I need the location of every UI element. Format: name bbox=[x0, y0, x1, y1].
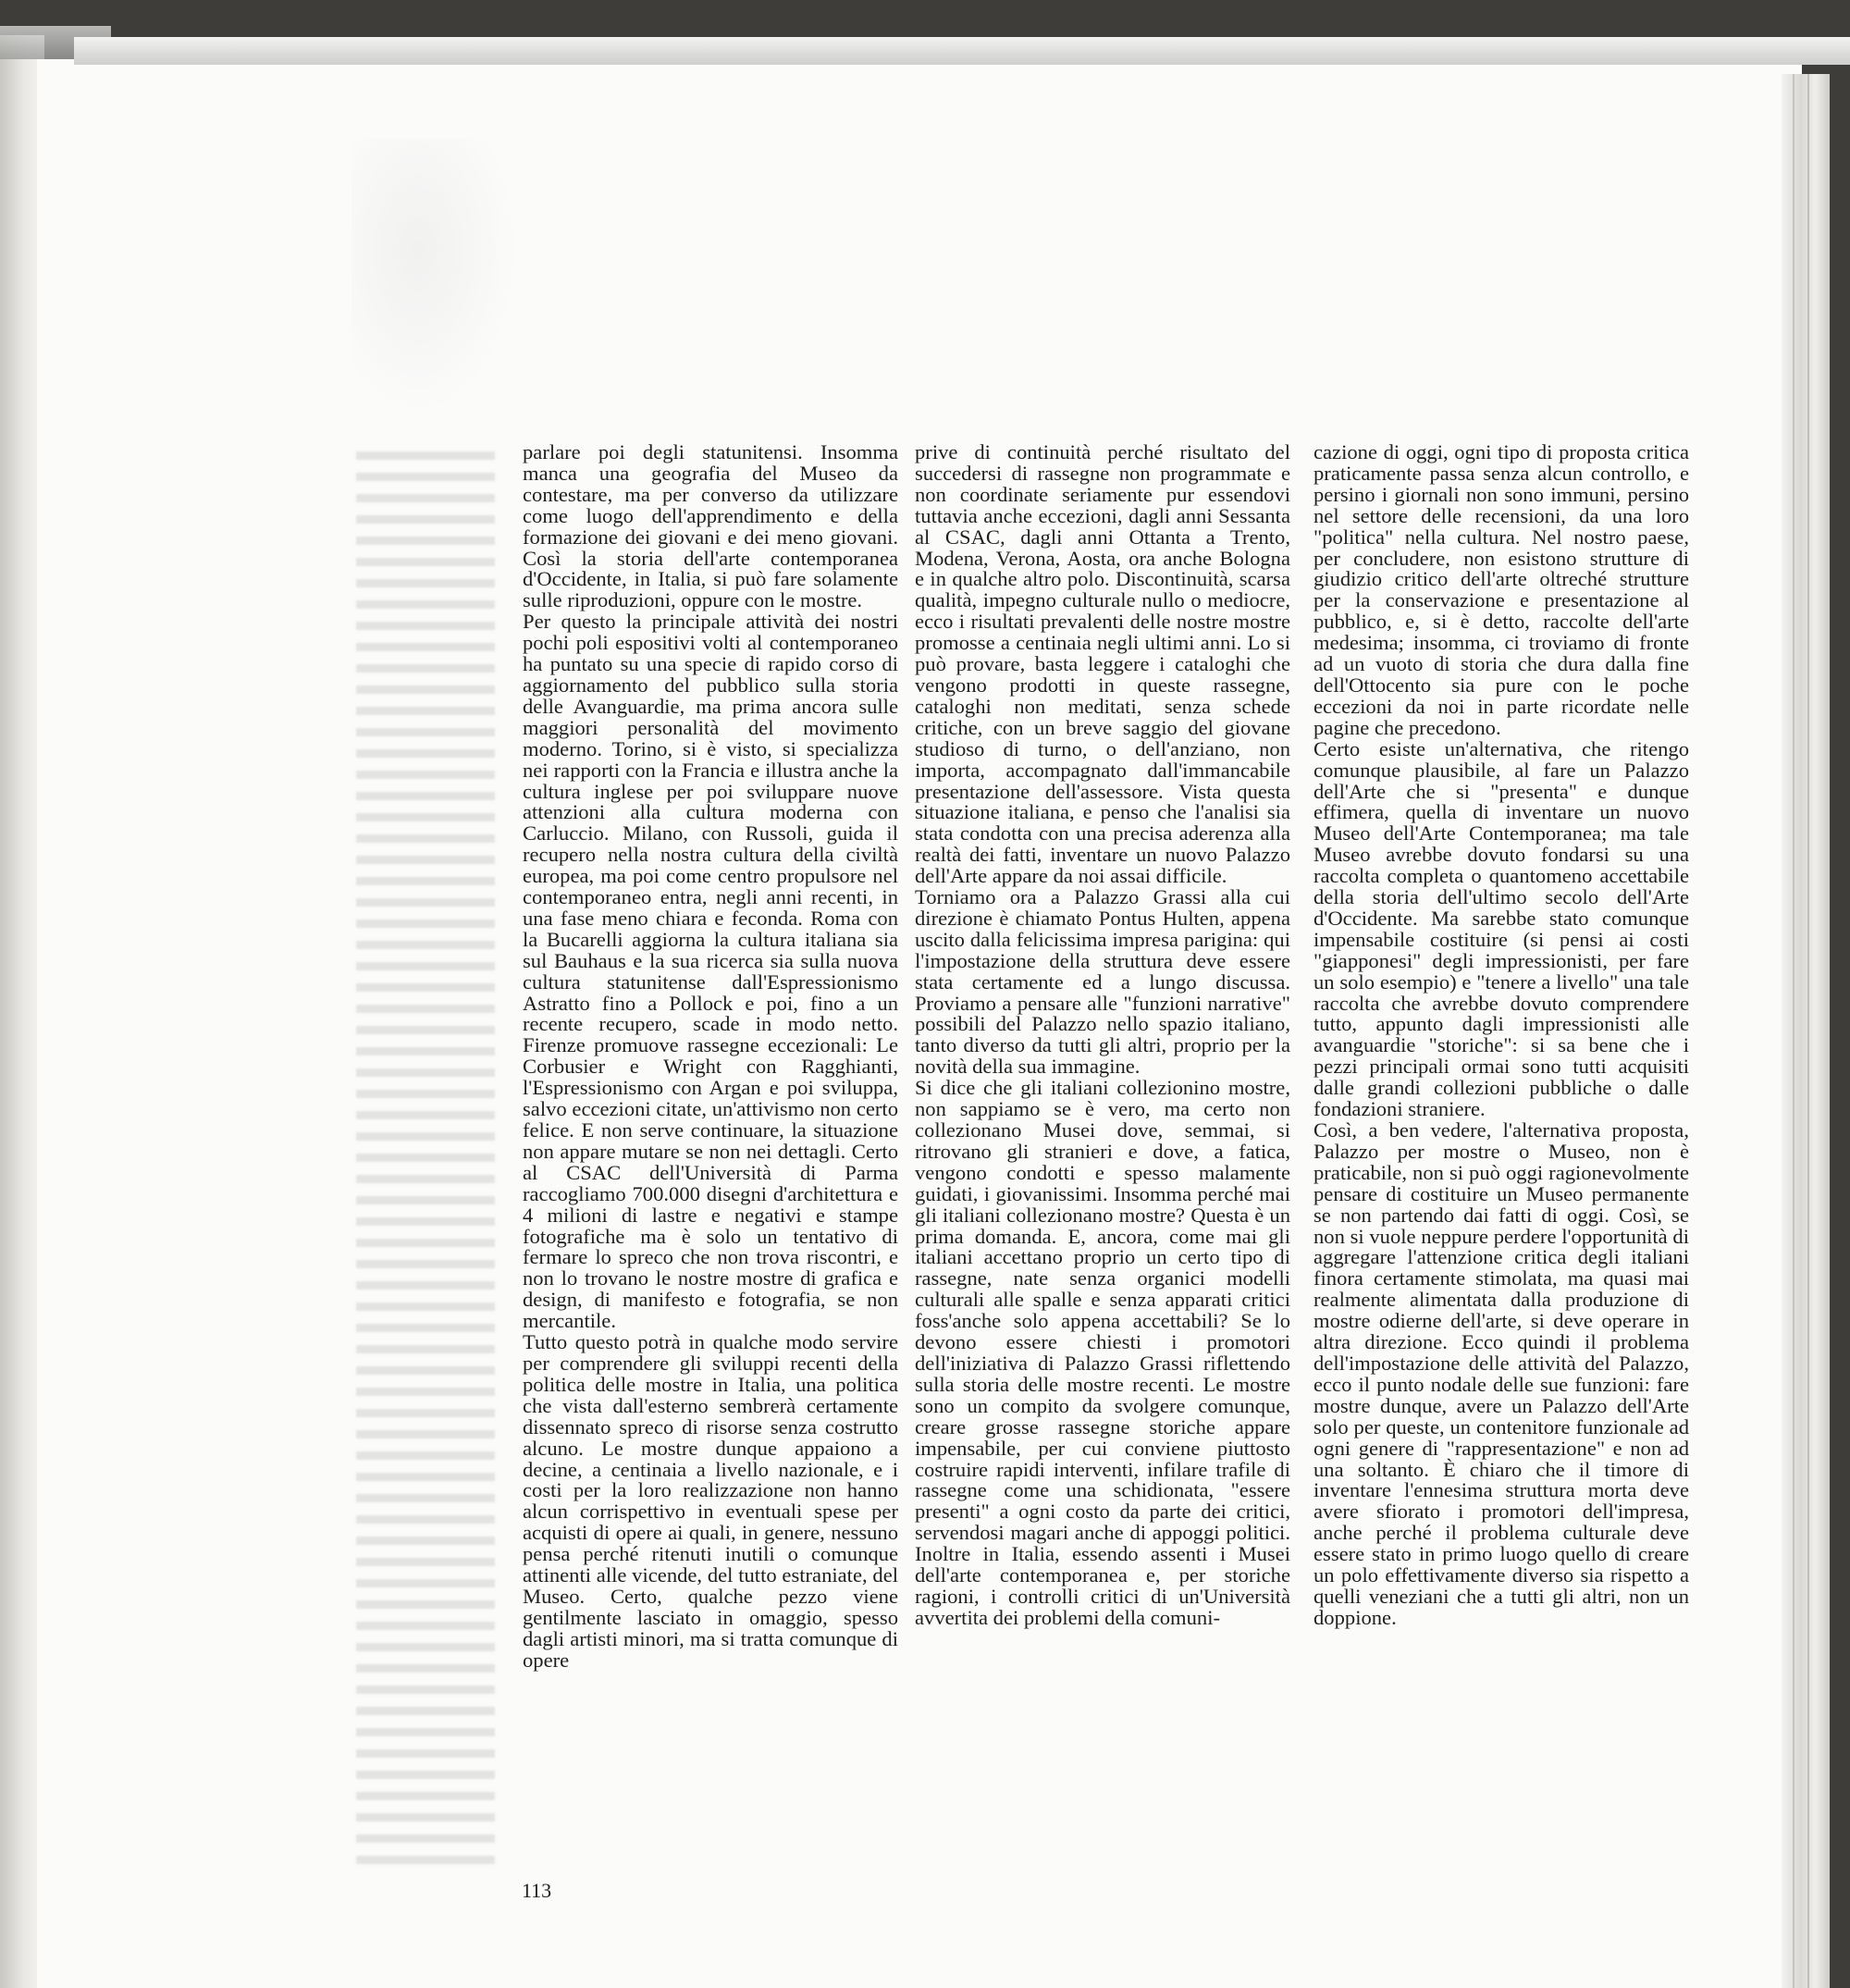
paragraph: Tutto questo potrà in qualche modo servire per comprendere gli sviluppi recenti della politica delle mostre in Italia, una politica che vista dall'esterno sembrerà certamente dissennato spreco di risorse senza costrutto alcuno. Le mostre dunque appaiono a decine, a centinaia a livello nazionale, e i costi per la loro realizzazione non hanno alcun corrispettivo in eventuali spese per acquisti di opere ai quali, in genere, nessuno pensa perché ritenuti inutili o comunque attinenti alle vicende, del tutto estraniate, del Museo. Certo, qualche pezzo viene gentilmente lasciato in omaggio, spesso dagli artisti minori, ma si tratta comunque di opere bbox=[523, 1330, 898, 1672]
show-through-text bbox=[356, 451, 495, 1876]
paragraph: parlare poi degli statunitensi. Insomma manca una geografia del Museo da contestare, ma per converso da utilizzare come luogo dell'apprendimento e della formazione dei giovani e dei meno giovani. Così la storia dell'arte contemporanea d'Occidente, in Italia, si può fare solamente sulle riproduzioni, oppure con le mostre. bbox=[523, 440, 898, 612]
text-column-3 bbox=[1314, 442, 1689, 1629]
text-column-2 bbox=[915, 442, 1290, 1629]
text-column-1 bbox=[523, 442, 898, 1672]
paragraph: Torniamo ora a Palazzo Grassi alla cui direzione è chiamato Pontus Hulten, appena uscito dalla felicissima impresa parigina: qui l'impostazione della struttura deve essere stata certamente ed a lungo discussa. Proviamo a pensare alle "funzioni narrative" possibili del Palazzo nello spazio italiano, tanto diverso da tutti gli altri, proprio per la novità della sua immagine. bbox=[915, 885, 1290, 1079]
paragraph: cazione di oggi, ogni tipo di proposta critica praticamente passa senza alcun controllo, e persino i giornali non sono immuni, persino nel settore delle recensioni, da una loro "politica" nella cultura. Nel nostro paese, per concludere, non esistono strutture di giudizio critico dell'arte oltreché strutture per la conservazione e presentazione al pubblico, e, si è detto, raccolte dell'arte medesima; insomma, ci troviamo di fronte ad un vuoto di storia che dura dalla fine dell'Ottocento sia pure con le poche eccezioni da noi in parte ricordate nelle pagine che precedono. bbox=[1314, 440, 1689, 739]
page-number: 113 bbox=[522, 1879, 552, 1902]
paragraph: Così, a ben vedere, l'alternativa proposta, Palazzo per mostre o Museo, non è praticabile, non si può oggi ragionevolmente pensare di costituire un Museo permanente se non partendo dai fatti di oggi. Così, se non si vuole neppure perdere l'opportunità di aggregare l'attenzione critica degli italiani finora certamente stimolata, ma quasi mai realmente alimentata dalla produzione di mostre odierne dell'arte, si deve operare in altra direzione. Ecco quindi il problema dell'impostazione delle attività del Palazzo, ecco il punto nodale delle sue funzioni: fare mostre dunque, avere un Palazzo dell'Arte solo per queste, un contenitore funzionale ad ogni genere di "rappresentazione" e non ad una soltanto. È chiaro che il timore di inventare l'ennesima struttura morta deve avere sfiorato i promotori dell'impresa, anche perché il problema culturale deve essere stato in primo luogo quello di creare un polo effettivamente diverso sia rispetto a quelli veneziani che a tutti gli altri, non un doppione. bbox=[1314, 1118, 1689, 1629]
show-through-shadow bbox=[352, 139, 518, 416]
paragraph: prive di continuità perché risultato del succedersi di rassegne non programmate e non coordinate seriamente pur essendovi tuttavia anche eccezioni, dagli anni Sessanta al CSAC, dagli anni Ottanta a Trento, Modena, Verona, Aosta, ora anche Bologna e in qualche altro polo. Discontinuità, scarsa qualità, impegno culturale nullo o mediocre, ecco i risultati prevalenti delle nostre mostre promosse a centinaia negli ultimi anni. Lo si può provare, basta leggere i cataloghi che vengono prodotti in queste rassegne, cataloghi non meditati, senza schede critiche, con un breve saggio del giovane studioso di turno, o dell'anziano, non importa, accompagnato dall'immancabile presentazione dell'assessore. Vista questa situazione italiana, e penso che l'analisi sia stata condotta con una precisa aderenza alla realtà dei fatti, inventare un nuovo Palazzo dell'Arte appare da noi assai difficile. bbox=[915, 440, 1290, 888]
book-fore-edge bbox=[1782, 74, 1830, 1988]
paragraph: Per questo la principale attività dei nostri pochi poli espositivi volti al contemporaneo ha puntato su una specie di rapido corso di aggiornamento del pubblico sulla storia delle Avanguardie, ma prima ancora sulle maggiori personalità del movimento moderno. Torino, si è visto, si specializza nei rapporti con la Francia e illustra anche la cultura inglese per poi sviluppare nuove attenzioni alla cultura moderna con Carluccio. Milano, con Russoli, guida il recupero nella nostra cultura della civiltà europea, ma poi come centro propulsore nel contemporaneo entra, negli anni recenti, in una fase meno chiara e feconda. Roma con la Bucarelli aggiorna la cultura italiana sia sul Bauhaus e la sua ricerca sia sulla nuova cultura statunitense dall'Espressionismo Astratto fino a Pollock e poi, fino a un recente recupero, scade in modo netto. Firenze promuove rassegne eccezionali: Le Corbusier e Wright con Ragghianti, l'Espressionismo con Argan e poi sviluppa, salvo eccezioni citate, un'attivismo non certo felice. E non serve continuare, la situazione non appare mutare se non nei dettagli. Certo al CSAC dell'Università di Parma raccogliamo 700.000 disegni d'architettura e 4 milioni di lastre e negativi e stampe fotografiche ma è solo un tentativo di fermare lo spreco che non trova riscontri, e non lo trovano le nostre mostre di grafica e design, di manifesto e fotografia, se non mercantile. bbox=[523, 610, 898, 1333]
paragraph: Certo esiste un'alternativa, che ritengo comunque plausibile, al fare un Palazzo dell'Arte che si "presenta" e dunque effimera, quella di inventare un nuovo Museo dell'Arte Contemporanea; ma tale Museo avrebbe dovuto fondarsi su una raccolta completa o quantomeno accettabile della storia dell'ultimo secolo dell'Arte d'Occidente. Ma sarebbe stato comunque impensabile costituire (si pensi ai costi "giapponesi" degli impressionisti, per fare un solo esempio) e "tenere a livello" una tale raccolta che avrebbe dovuto comprendere tutto, appunto dagli impressionisti alle avanguardie "storiche": si sa bene che i pezzi principali ormai sono tutti acquisiti dalle grandi collezioni pubbliche o dalle fondazioni straniere. bbox=[1314, 736, 1689, 1121]
paragraph: Si dice che gli italiani collezionino mostre, non sappiamo se è vero, ma certo non collezionano Musei dove, semmai, si ritrovano gli stranieri e dove, a fatica, vengono condotti e spesso malamente guidati, i giovanissimi. Insomma perché mai gli italiani collezionano mostre? Questa è un prima domanda. E, ancora, come mai gli italiani accettano proprio un certo tipo di rassegne, nate senza organici modelli culturali alle spalle e senza apparati critici foss'anche solo appena accettabili? Se lo devono essere chiesti i promotori dell'iniziativa di Palazzo Grassi riflettendo sulla storia delle mostre recenti. Le mostre sono un compito da svolgere comunque, creare grosse rassegne storiche appare impensabile, per cui conviene piuttosto costruire rapidi interventi, infilare trafile di rassegne come una schidionata, "essere presenti" a ogni costo da parte dei critici, servendosi magari anche di appoggi politici. Inoltre in Italia, essendo assenti i Musei dell'arte contemporanea e, per storiche ragioni, i controlli critici di un'Università avvertita dei problemi della comuni- bbox=[915, 1076, 1290, 1629]
page-top-edge bbox=[74, 37, 1850, 65]
